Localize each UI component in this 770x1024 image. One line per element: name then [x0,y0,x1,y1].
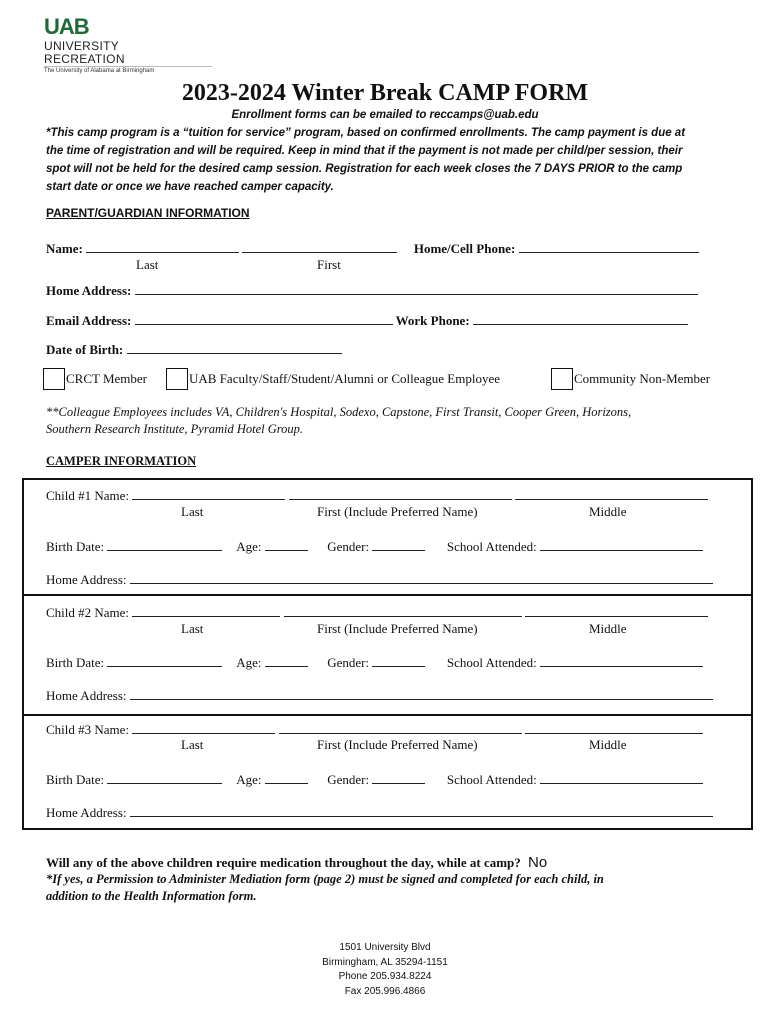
logo-tagline: The University of Alabama at Birmingham [44,68,155,74]
child-1-age-field[interactable] [265,538,308,551]
child-2-first-name-field[interactable] [284,604,522,617]
child-1-school-field[interactable] [540,538,703,551]
child-last-caption: Last [181,504,204,519]
age-label: Age: [236,539,262,554]
medication-note [46,871,604,905]
notice-line: *This camp program is a “tuition for service” program, based on confirmed enrollments. The camp payment is due at [46,127,686,139]
page-title: 2023-2024 Winter Break CAMP FORM [181,80,589,106]
home-phone-label: Home/Cell Phone: [413,241,516,256]
notice-line: start date or once we have reached camper capacity. [46,181,334,193]
school-label: School Attended: [446,772,537,787]
logo-line-recreation: RECREATION [44,52,125,66]
gender-label: Gender: [327,539,370,554]
child-2-last-name-field[interactable] [132,604,280,617]
medication-question: Will any of the above children require medication throughout the day, while at camp? [46,855,521,870]
child-2-home-address-field[interactable] [130,687,713,700]
parent-last-name-field[interactable] [86,240,239,253]
birth-date-label: Birth Date: [46,772,105,787]
school-label: School Attended: [446,539,537,554]
child-3-birth-date-field[interactable] [107,771,222,784]
parent-address-row [46,282,698,299]
child-3-school-field[interactable] [540,771,703,784]
home-phone-field[interactable] [519,240,699,253]
child-2-details-row [46,654,703,671]
parent-dob-row [46,341,342,358]
crct-member-checkbox[interactable] [43,368,65,390]
logo [44,16,214,78]
footer-address [0,941,770,999]
school-label: School Attended: [446,655,537,670]
parent-home-address-label: Home Address: [46,283,132,298]
child-home-address-label: Home Address: [46,572,127,587]
colleague-note-line: **Colleague Employees includes VA, Children's Hospital, Sodexo, Capstone, First Transit, Cooper Green, Horizons, [46,405,632,419]
email-label: Email Address: [46,313,132,328]
parent-first-name-field[interactable] [242,240,397,253]
work-phone-field[interactable] [473,312,688,325]
child-home-address-label: Home Address: [46,805,127,820]
child-middle-caption: Middle [589,621,627,636]
child-1-last-name-field[interactable] [132,487,285,500]
child-3-middle-name-field[interactable] [525,721,703,734]
medication-row [46,854,547,871]
child-3-name-row [46,721,703,738]
notice-line: spot will not be held for the desired camp session. Registration for each week closes the 7 DAYS PRIOR to the camp [46,163,683,175]
medication-note-line: addition to the Health Information form. [46,889,257,903]
parent-heading: PARENT/GUARDIAN INFORMATION [46,206,250,220]
logo-line-university: UNIVERSITY [44,39,120,53]
footer-street: 1501 University Blvd [339,942,431,953]
child-1-birth-date-field[interactable] [107,538,222,551]
colleague-note-line: Southern Research Institute, Pyramid Hotel Group. [46,422,304,436]
parent-last-caption: Last [136,257,159,272]
parent-home-address-field[interactable] [135,282,698,295]
child-name-label: Child #1 Name: [46,488,130,503]
parent-email-row [46,312,688,329]
dob-label: Date of Birth: [46,342,124,357]
uab-affiliate-label: UAB Faculty/Staff/Student/Alumni or Colleague Employee [189,371,500,386]
child-2-address-row [46,687,713,704]
child-middle-caption: Middle [589,737,627,752]
child-2-name-row [46,604,708,621]
gender-label: Gender: [327,655,370,670]
uab-affiliate-checkbox[interactable] [166,368,188,390]
work-phone-label: Work Phone: [395,313,470,328]
child-2-school-field[interactable] [540,654,703,667]
child-2-age-field[interactable] [265,654,308,667]
child-1-name-row [46,487,708,504]
birth-date-label: Birth Date: [46,655,105,670]
child-home-address-label: Home Address: [46,688,127,703]
community-nonmember-label: Community Non-Member [574,371,711,386]
child-last-caption: Last [181,621,204,636]
child-2-gender-field[interactable] [372,654,425,667]
child-first-caption: First (Include Preferred Name) [317,504,478,519]
footer-phone: Phone 205.934.8224 [338,971,432,982]
notice-line: the time of registration and will be required. Keep in mind that if the payment is not made per child/per session, their [46,145,683,157]
age-label: Age: [236,772,262,787]
age-label: Age: [236,655,262,670]
parent-name-label: Name: [46,241,83,256]
colleague-note [46,404,631,438]
page-subtitle: Enrollment forms can be emailed to reccamps@uab.edu [231,109,539,121]
child-name-label: Child #3 Name: [46,722,130,737]
community-nonmember-checkbox[interactable] [551,368,573,390]
child-3-gender-field[interactable] [372,771,425,784]
child-3-address-row [46,804,713,821]
medication-note-line: *If yes, a Permission to Administer Mediation form (page 2) must be signed and completed for each child, in [46,872,604,886]
parent-name-row [46,240,699,257]
child-3-home-address-field[interactable] [130,804,713,817]
email-field[interactable] [135,312,393,325]
child-3-details-row [46,771,703,788]
child-1-middle-name-field[interactable] [515,487,708,500]
footer-city: Birmingham, AL 35294-1151 [322,956,448,968]
camp-notice [46,124,736,196]
child-last-caption: Last [181,737,204,752]
child-3-age-field[interactable] [265,771,308,784]
parent-first-caption: First [317,257,341,272]
logo-divider [44,66,212,67]
child-1-home-address-field[interactable] [130,571,713,584]
child-1-gender-field[interactable] [372,538,425,551]
footer-fax: Fax 205.996.4866 [344,985,426,997]
child-3-last-name-field[interactable] [132,721,275,734]
birth-date-label: Birth Date: [46,539,105,554]
crct-member-label: CRCT Member [66,371,148,386]
camper-heading: CAMPER INFORMATION [46,454,197,468]
child-1-details-row [46,538,703,555]
child-name-label: Child #2 Name: [46,605,130,620]
child-first-caption: First (Include Preferred Name) [317,737,478,752]
gender-label: Gender: [327,772,370,787]
child-2-birth-date-field[interactable] [107,654,222,667]
child-1-first-name-field[interactable] [289,487,512,500]
child-1-address-row [46,571,713,588]
dob-field[interactable] [127,341,342,354]
child-3-first-name-field[interactable] [279,721,522,734]
child-middle-caption: Middle [589,504,627,519]
child-first-caption: First (Include Preferred Name) [317,621,478,636]
child-2-middle-name-field[interactable] [525,604,708,617]
uab-logo-mark: UAB [44,14,89,39]
medication-answer-field[interactable]: No [528,854,548,871]
